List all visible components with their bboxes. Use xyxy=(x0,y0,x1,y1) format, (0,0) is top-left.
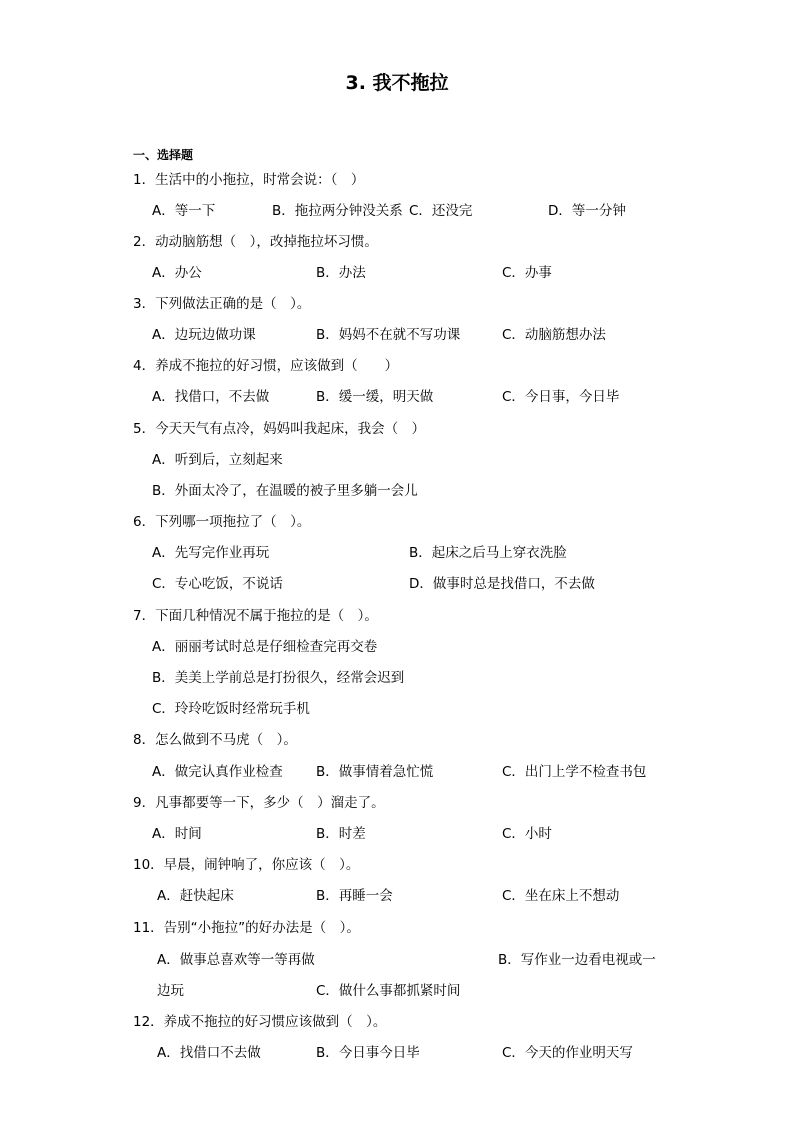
question-2: 2．动动脑筋想（ ），改掉拖拉坏习惯。 xyxy=(133,234,378,250)
q2-option-c: C．办事 xyxy=(502,265,552,281)
q9-option-a: A．时间 xyxy=(152,826,202,842)
q11-option-b-continued: 边玩 xyxy=(157,983,184,999)
q9-option-c: C．小时 xyxy=(502,826,552,842)
q6-option-a: A．先写完作业再玩 xyxy=(152,545,270,561)
q7-option-c: C．玲玲吃饭时经常玩手机 xyxy=(152,701,310,717)
section-heading: 一、选择题 xyxy=(133,148,194,162)
q8-option-a: A．做完认真作业检查 xyxy=(152,764,283,780)
q1-option-a: A．等一下 xyxy=(152,203,216,219)
question-11: 11．告别“小拖拉”的好办法是（ ）。 xyxy=(133,920,360,936)
q2-option-a: A．办公 xyxy=(152,265,202,281)
q6-option-b: B．起床之后马上穿衣洗脸 xyxy=(409,545,567,561)
q10-option-b: B．再睡一会 xyxy=(316,888,393,904)
q4-option-c: C．今日事，今日毕 xyxy=(502,389,620,405)
question-6: 6．下列哪一项拖拉了（ ）。 xyxy=(133,514,311,530)
q2-option-b: B．办法 xyxy=(316,265,366,281)
q11-option-b: B．写作业一边看电视或一 xyxy=(498,952,656,968)
question-5: 5．今天天气有点冷，妈妈叫我起床，我会（ ） xyxy=(133,421,426,437)
question-3: 3．下列做法正确的是（ ）。 xyxy=(133,296,311,312)
page-title: 3. 我不拖拉 xyxy=(345,72,449,94)
q3-option-a: A．边玩边做功课 xyxy=(152,327,256,343)
q7-option-a: A．丽丽考试时总是仔细检查完再交卷 xyxy=(152,639,378,655)
q7-option-b: B．美美上学前总是打扮很久，经常会迟到 xyxy=(152,670,405,686)
q5-option-b: B．外面太冷了，在温暖的被子里多躺一会儿 xyxy=(152,483,418,499)
q8-option-c: C．出门上学不检查书包 xyxy=(502,764,647,780)
q11-option-c: C．做什么事都抓紧时间 xyxy=(316,983,461,999)
q1-option-d: D．等一分钟 xyxy=(548,203,626,219)
q4-option-a: A．找借口，不去做 xyxy=(152,389,270,405)
q9-option-b: B．时差 xyxy=(316,826,366,842)
q6-option-c: C．专心吃饭，不说话 xyxy=(152,576,283,592)
q5-option-a: A．听到后，立刻起来 xyxy=(152,452,283,468)
question-4: 4．养成不拖拉的好习惯，应该做到（ ） xyxy=(133,358,399,374)
question-9: 9．凡事都要等一下，多少（ ）溜走了。 xyxy=(133,795,385,811)
q1-option-c: C．还没完 xyxy=(409,203,473,219)
q12-option-b: B．今日事今日毕 xyxy=(316,1045,420,1061)
q10-option-c: C．坐在床上不想动 xyxy=(502,888,620,904)
q8-option-b: B．做事情着急忙慌 xyxy=(316,764,434,780)
q1-option-b: B．拖拉两分钟没关系 xyxy=(272,203,403,219)
q10-option-a: A．赶快起床 xyxy=(157,888,234,904)
question-12: 12．养成不拖拉的好习惯应该做到（ ）。 xyxy=(133,1014,387,1030)
q12-option-c: C．今天的作业明天写 xyxy=(502,1045,633,1061)
question-10: 10．早晨，闹钟响了，你应该（ ）。 xyxy=(133,857,360,873)
q12-option-a: A．找借口不去做 xyxy=(157,1045,261,1061)
q4-option-b: B．缓一缓，明天做 xyxy=(316,389,434,405)
q3-option-b: B．妈妈不在就不写功课 xyxy=(316,327,461,343)
q11-option-a: A．做事总喜欢等一等再做 xyxy=(157,952,315,968)
question-1: 1．生活中的小拖拉，时常会说：（ ） xyxy=(133,172,365,188)
question-7: 7．下面几种情况不属于拖拉的是（ ）。 xyxy=(133,608,378,624)
q6-option-d: D．做事时总是找借口，不去做 xyxy=(409,576,595,592)
question-8: 8．怎么做到不马虎（ ）。 xyxy=(133,732,297,748)
q3-option-c: C．动脑筋想办法 xyxy=(502,327,606,343)
